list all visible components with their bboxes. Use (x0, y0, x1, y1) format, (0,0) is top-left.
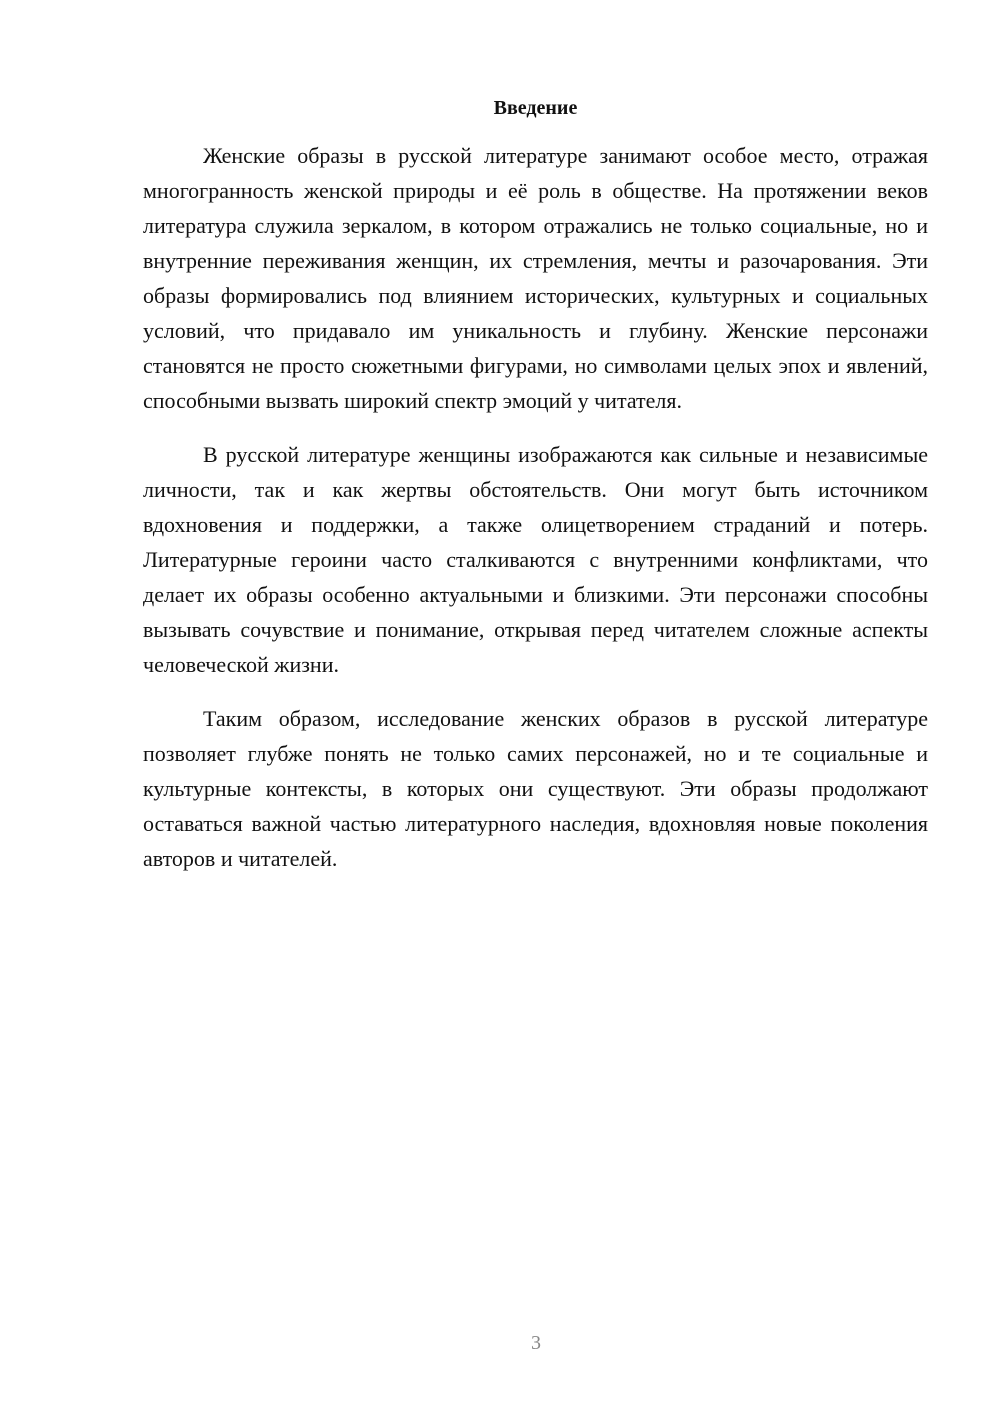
page-content (143, 94, 928, 895)
page-number: 3 (531, 1332, 541, 1354)
paragraph-3: Таким образом, исследование женских образов в русской литературе позволяет глубже понять не только самих персонажей, но и те социальные и культурные контексты, в которых они существуют. Эти образы продолжают оставаться важной частью литературного наследия, вдохновляя новые поколения авторов и читателей. (143, 706, 928, 871)
section-title: Введение (493, 97, 578, 119)
paragraph-1: Женские образы в русской литературе занимают особое место, отражая многогранность женской природы и её роль в обществе. На протяжении веков литература служила зеркалом, в котором отражались не только социальные, но и внутренние переживания женщин, их стремления, мечты и разочарования. Эти образы формировались под влиянием исторических, культурных и социальных условий, что придавало им уникальность и глубину. Женские персонажи становятся не просто сюжетными фигурами, но символами целых эпох и явлений, способными вызвать широкий спектр эмоций у читателя. (143, 143, 928, 413)
paragraph-2: В русской литературе женщины изображаются как сильные и независимые личности, так и как жертвы обстоятельств. Они могут быть источником вдохновения и поддержки, а также олицетворением страданий и потерь. Литературные героини часто сталкиваются с внутренними конфликтами, что делает их образы особенно актуальными и близкими. Эти персонажи способны вызывать сочувствие и понимание, открывая перед читателем сложные аспекты человеческой жизни. (143, 442, 928, 677)
